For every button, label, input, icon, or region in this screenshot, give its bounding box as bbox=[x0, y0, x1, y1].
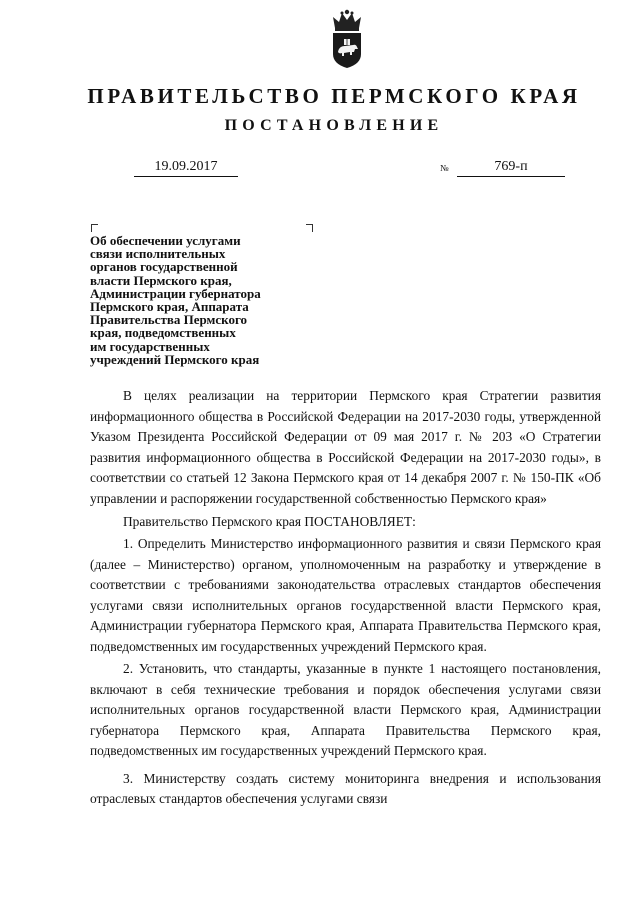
subject-line: им государственных bbox=[90, 338, 210, 354]
document-subject bbox=[90, 234, 305, 366]
coat-of-arms-emblem bbox=[327, 8, 367, 70]
resolution-clause: Правительство Пермского края ПОСТАНОВЛЯЕТ: bbox=[123, 513, 416, 529]
subject-line: Администрации губернатора bbox=[90, 285, 261, 301]
subject-corner-right bbox=[306, 224, 313, 232]
subject-line: Пермского края, Аппарата bbox=[90, 299, 249, 315]
subject-line: Об обеспечении услугами bbox=[90, 233, 241, 248]
document-body bbox=[90, 386, 601, 810]
subject-line: учреждений Пермского края bbox=[90, 351, 260, 367]
item-1-paragraph: 1. Определить Министерство информационного развития и связи Пермского края (далее – Министерство) органом, уполномоченным на разработку и утверждение в соответствии с требованиями законодательства отраслевых стандартов обеспечения услугами связи исполнительных органов государственной власти Пермского края, Администрации губернатора Пермского края, Аппарата Правительства Пермского края, подведомственных им государственных учреждений Пермского края. bbox=[90, 536, 601, 654]
government-title: ПРАВИТЕЛЬСТВО ПЕРМСКОГО КРАЯ bbox=[87, 84, 581, 108]
document-type: ПОСТАНОВЛЕНИЕ bbox=[224, 117, 444, 134]
subject-line: власти Пермского края, bbox=[90, 272, 232, 288]
document-date: 19.09.2017 bbox=[134, 158, 238, 177]
subject-line: края, подведомственных bbox=[90, 325, 236, 341]
preamble-paragraph: В целях реализации на территории Пермского края Стратегии развития информационного общества в Российской Федерации на 2017-2030 годы, утвержденной Указом Президента Российской Федерации от 09 мая 2017 г. № 203 «О Стратегии развития информационного общества в Российской Федерации на 2017-2030 годы», в соответствии со статьей 12 Закона Пермского края от 14 декабря 2007 г. № 150-ПК «Об управлении и распоряжении государственной собственностью Пермского края» bbox=[90, 388, 601, 506]
item-3-paragraph: 3. Министерству создать систему мониторинга внедрения и использования отраслевых стандартов обеспечения услугами связи bbox=[90, 770, 601, 807]
subject-corner-left bbox=[91, 224, 98, 232]
subject-line: связи исполнительных bbox=[90, 246, 226, 262]
document-number: 769-п bbox=[457, 158, 565, 177]
subject-line: Правительства Пермского bbox=[90, 312, 248, 328]
subject-line: органов государственной bbox=[90, 259, 238, 275]
item-2-paragraph: 2. Установить, что стандарты, указанные в пункте 1 настоящего постановления, включают в себя технические требования и порядок обеспечения услугами связи исполнительных органов государственной власти Пермского края, Администрации губернатора Пермского края, Аппарата Правительства Пермского края, подведомственных им государственных учреждений Пермского края. bbox=[90, 661, 601, 759]
number-sign: № bbox=[440, 163, 449, 173]
